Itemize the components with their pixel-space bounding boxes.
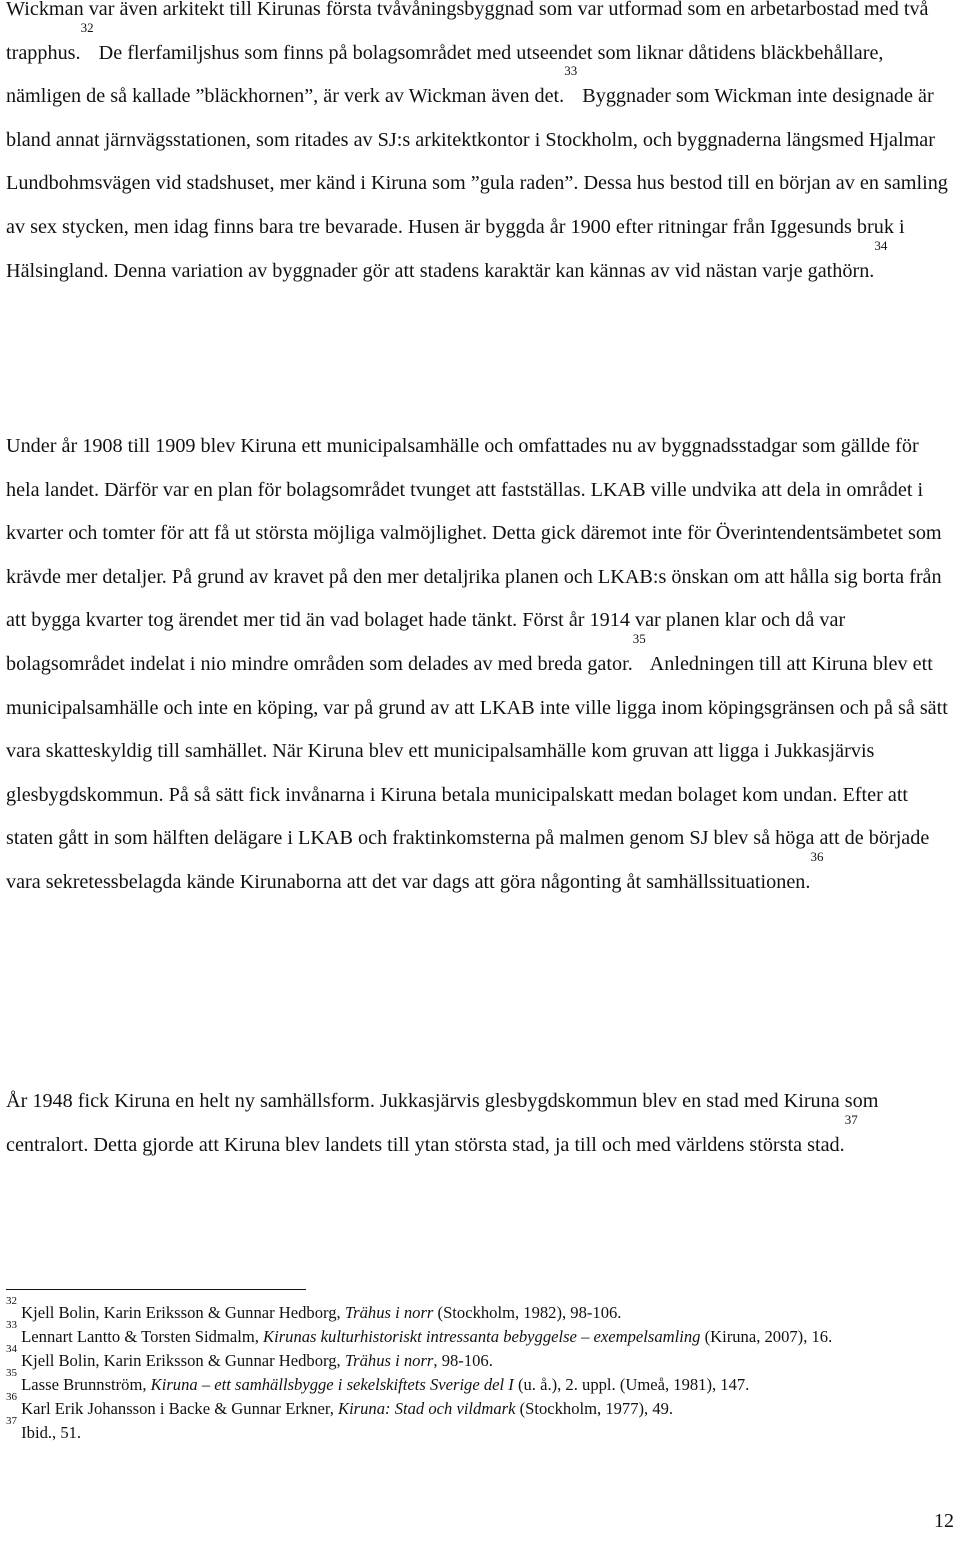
footnote-text: Karl Erik Johansson i Backe & Gunnar Erkner, [21,1399,338,1418]
footnote-text: Lasse Brunnström, [21,1375,151,1394]
footnote-reference: 35 [632,630,646,646]
footnote-text: , 98-106. [433,1351,493,1370]
footnote-text: Kjell Bolin, Karin Eriksson & Gunnar Hedborg, [21,1351,345,1370]
footnote-34 [6,1343,956,1373]
footnote-title: Trähus i norr [344,1351,434,1370]
footnotes-section [6,1295,956,1445]
footnote-text: (Kiruna, 2007), 16. [700,1327,833,1346]
footnote-number: 36 [6,1391,17,1403]
footnote-number: 35 [6,1367,17,1379]
footnote-title: Kiruna – ett samhällsbygge i sekelskiftets Sverige del I [150,1375,514,1394]
footnote-reference: 32 [80,19,94,35]
footnote-32 [6,1295,956,1325]
footnote-text: Lennart Lantto & Torsten Sidmalm, [21,1327,264,1346]
body-paragraph-3 [6,1080,954,1167]
footnote-text: (Stockholm, 1977), 49. [515,1399,674,1418]
footnote-text: Ibid., 51. [21,1423,82,1442]
footnote-title: Kiruna: Stad och vildmark [338,1399,516,1418]
footnote-text: (u. å.), 2. uppl. (Umeå, 1981), 147. [513,1375,750,1394]
paragraph-text: År 1948 fick Kiruna en helt ny samhällsform. Jukkasjärvis glesbygdskommun blev en stad med Kiruna som centralort. Detta gjorde att Kiruna blev landets till ytan största stad, ja till och med världens största stad. [6,1090,879,1156]
page-number: 12 [934,1510,954,1532]
footnote-text: (Stockholm, 1982), 98-106. [433,1303,622,1322]
footnote-33 [6,1319,956,1349]
footnote-37 [6,1415,956,1445]
footnote-reference: 34 [874,237,888,253]
footnote-number: 34 [6,1343,17,1355]
footnote-text: Kjell Bolin, Karin Eriksson & Gunnar Hedborg, [21,1303,345,1322]
paragraph-text: Byggnader som Wickman inte designade är bland annat järnvägsstationen, som ritades av SJ:s arkitektkontor i Stockholm, och byggnaderna längsmed Hjalmar Lundbohmsvägen vid stadshuset, mer känd i Kiruna som ”gula raden”. Dessa hus bestod till en början av en samling av sex stycken, men idag finns bara tre bevarade. Husen är byggda år 1900 efter ritningar från Iggesunds bruk i Hälsingland. Denna variation av byggnader gör att stadens karaktär kan kännas av vid nästan varje gathörn. [6,85,948,282]
footnote-reference: 36 [810,848,824,864]
body-paragraph-1 [6,0,954,293]
footnote-number: 33 [6,1319,17,1331]
footnote-35 [6,1367,956,1397]
footnote-reference: 33 [564,63,578,79]
footnote-title: Trähus i norr [344,1303,434,1322]
footnote-36 [6,1391,956,1421]
footnote-number: 37 [6,1415,17,1427]
paragraph-text: Under år 1908 till 1909 blev Kiruna ett municipalsamhälle och omfattades nu av byggnadsstadgar som gällde för hela landet. Därför var en plan för bolagsområdet tvunget att fastställas. LKAB ville undvika att dela in området i kvarter och tomter för att få ut största möjliga valmöjlighet. Detta gick däremot inte för Överintendentsämbetet som krävde mer detaljer. På grund av kravet på den mer detaljrika planen och LKAB:s önskan om att hålla sig borta från att bygga kvarter tog ärendet mer tid än vad bolaget hade tänkt. Först år 1914 var planen klar och då var bolagsområdet indelat i nio mindre områden som delades av med breda gator. [6,435,942,675]
body-paragraph-2 [6,425,954,905]
footnote-title: Kirunas kulturhistoriskt intressanta bebyggelse – exempelsamling [263,1327,701,1346]
footnote-number: 32 [6,1295,17,1307]
paragraph-text: Wickman var även arkitekt till Kirunas första tvåvåningsbyggnad som var utformad som en arbetarbostad med två trapphus. [6,0,929,64]
footnote-reference: 37 [844,1111,858,1127]
footnote-divider [6,1289,306,1290]
paragraph-text: Anledningen till att Kiruna blev ett municipalsamhälle och inte en köping, var på grund av att LKAB inte ville ligga inom köpingsgränsen och på så sätt vara skatteskyldig till samhället. När Kiruna blev ett municipalsamhälle kom gruvan att ligga i Jukkasjärvis glesbygdskommun. På så sätt fick invånarna i Kiruna betala municipalskatt medan bolaget kom undan. Efter att staten gått in som hälften delägare i LKAB och fraktinkomsterna på malmen genom SJ blev så höga att de började vara sekretessbelagda kände Kirunaborna att det var dags att göra någonting åt samhällssituationen. [6,652,948,893]
paragraph-text: De flerfamiljshus som finns på bolagsområdet med utseendet som liknar dåtidens bläckbehållare, nämligen de så kallade ”bläckhornen”, är verk av Wickman även det. [6,41,884,108]
